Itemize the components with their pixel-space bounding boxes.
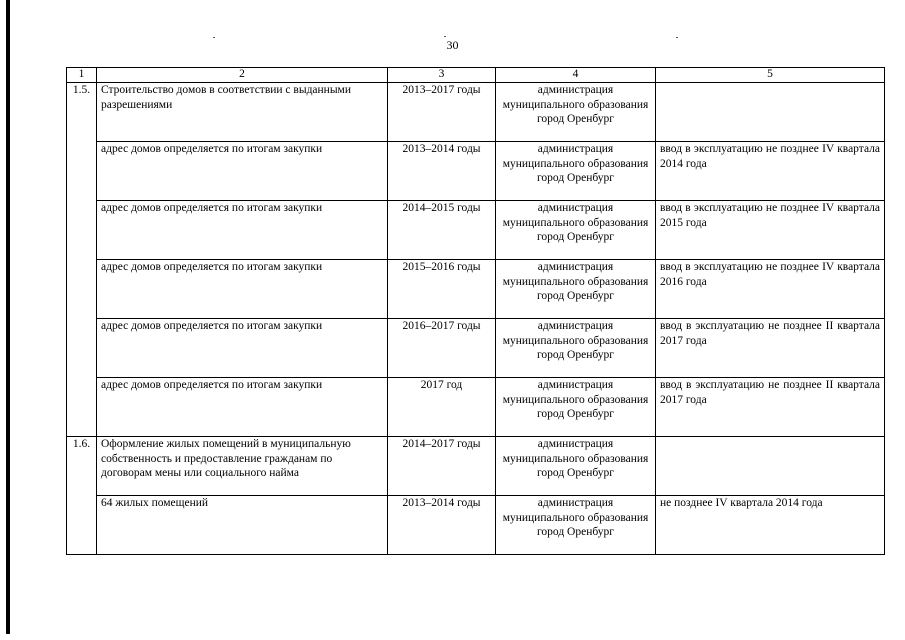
item-description: адрес домов определяется по итогам закупки xyxy=(97,378,388,437)
item-description: 64 жилых помещений xyxy=(97,496,388,555)
table-row xyxy=(67,437,885,496)
table-row xyxy=(67,496,885,555)
item-period: 2013–2014 годы xyxy=(388,496,496,555)
item-deadline: ввод в эксплуатацию не позднее II квартала 2017 года xyxy=(656,319,885,378)
item-period: 2014–2015 годы xyxy=(388,201,496,260)
item-period: 2013–2014 годы xyxy=(388,142,496,201)
page-number: 30 xyxy=(446,38,459,52)
column-number: 2 xyxy=(97,68,388,83)
table-row xyxy=(67,83,885,142)
table-row xyxy=(67,319,885,378)
column-number: 3 xyxy=(388,68,496,83)
item-description: адрес домов определяется по итогам закупки xyxy=(97,201,388,260)
item-executor: администрация муниципального образования город Оренбург xyxy=(496,260,656,319)
item-number: 1.5. xyxy=(67,83,97,437)
scan-speck xyxy=(444,36,446,37)
item-deadline: ввод в эксплуатацию не позднее IV квартала 2015 года xyxy=(656,201,885,260)
item-period: 2016–2017 годы xyxy=(388,319,496,378)
table-row xyxy=(67,260,885,319)
item-deadline xyxy=(656,83,885,142)
item-description: адрес домов определяется по итогам закупки xyxy=(97,319,388,378)
item-deadline: не позднее IV квартала 2014 года xyxy=(656,496,885,555)
item-description: адрес домов определяется по итогам закупки xyxy=(97,260,388,319)
column-number: 5 xyxy=(656,68,885,83)
item-period: 2014–2017 годы xyxy=(388,437,496,496)
table-row xyxy=(67,142,885,201)
item-period: 2017 год xyxy=(388,378,496,437)
item-deadline xyxy=(656,437,885,496)
item-deadline: ввод в эксплуатацию не позднее IV квартала 2014 года xyxy=(656,142,885,201)
item-deadline: ввод в эксплуатацию не позднее IV квартала 2016 года xyxy=(656,260,885,319)
item-executor: администрация муниципального образования город Оренбург xyxy=(496,496,656,555)
item-description: Строительство домов в соответствии с выданными разрешениями xyxy=(97,83,388,142)
column-number: 1 xyxy=(67,68,97,83)
item-executor: администрация муниципального образования город Оренбург xyxy=(496,142,656,201)
item-description: адрес домов определяется по итогам закупки xyxy=(97,142,388,201)
item-number: 1.6. xyxy=(67,437,97,555)
column-number-row xyxy=(67,68,885,83)
item-executor: администрация муниципального образования город Оренбург xyxy=(496,378,656,437)
item-executor: администрация муниципального образования город Оренбург xyxy=(496,319,656,378)
item-description: Оформление жилых помещений в муниципальную собственность и предоставление гражданам по договорам мены или социального найма xyxy=(97,437,388,496)
table-row xyxy=(67,201,885,260)
item-period: 2015–2016 годы xyxy=(388,260,496,319)
item-deadline: ввод в эксплуатацию не позднее II квартала 2017 года xyxy=(656,378,885,437)
plan-table xyxy=(66,67,885,555)
item-executor: администрация муниципального образования город Оренбург xyxy=(496,201,656,260)
item-executor: администрация муниципального образования город Оренбург xyxy=(496,437,656,496)
scan-edge-bar xyxy=(6,0,10,634)
table-row xyxy=(67,378,885,437)
item-executor: администрация муниципального образования город Оренбург xyxy=(496,83,656,142)
column-number: 4 xyxy=(496,68,656,83)
item-period: 2013–2017 годы xyxy=(388,83,496,142)
